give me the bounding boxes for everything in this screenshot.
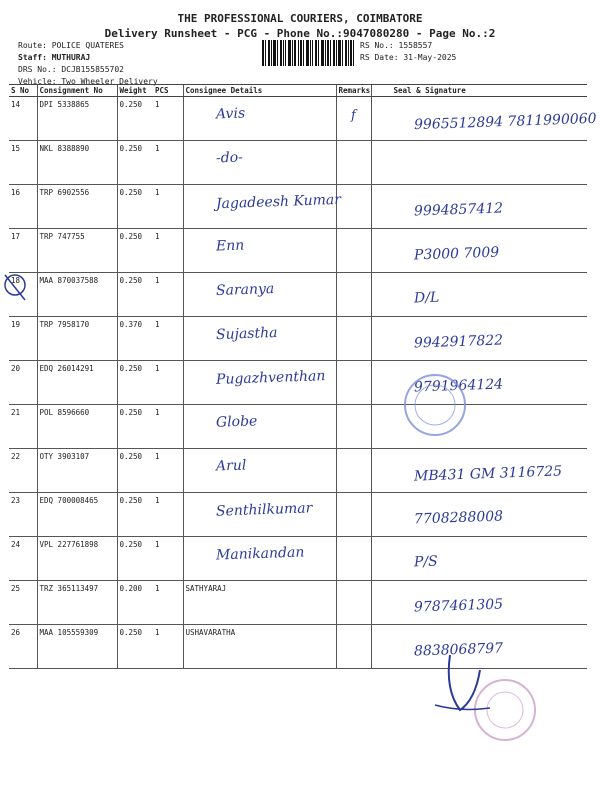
cell-sno: 24	[9, 537, 37, 581]
consignee-name: Pugazhventhan	[215, 368, 326, 388]
table-header-row	[9, 85, 587, 97]
consignee-name: USHAVARATHA	[185, 628, 236, 637]
cell-consignee	[183, 185, 341, 229]
cell-consignment: NKL 8388890	[37, 141, 117, 185]
cell-consignee	[183, 405, 336, 449]
cell-sno: 19	[9, 317, 37, 361]
cell-weight: 0.250	[117, 537, 153, 581]
cell-consignee	[183, 361, 336, 405]
consignee-name: Sujastha	[215, 324, 278, 344]
cell-signature	[371, 581, 587, 625]
cell-signature	[371, 141, 587, 185]
runsheet-subtitle: Delivery Runsheet - PCG - Phone No.:9047080280 - Page No.:2	[104, 27, 496, 40]
cell-pcs: 1	[153, 97, 183, 141]
cell-remarks	[336, 493, 371, 537]
cell-sno: 17	[9, 229, 37, 273]
cell-remarks	[336, 405, 371, 449]
signature-number: 9994857412	[413, 200, 503, 220]
route: Route: POLICE QUATERES	[18, 41, 124, 50]
cell-pcs: 1	[153, 449, 183, 493]
signature-number: 9965512894 7811990060	[413, 110, 597, 134]
cell-consignment: TRP 747755	[37, 229, 117, 273]
col-consignee: Consignee Details	[183, 85, 336, 97]
cell-weight: 0.250	[117, 493, 153, 537]
staff: Staff: MUTHURAJ	[18, 53, 91, 62]
cell-consignment: EDQ 700008465	[37, 493, 117, 537]
col-signature: Seal & Signature	[371, 85, 587, 97]
table-row	[9, 317, 587, 361]
barcode-icon	[262, 40, 354, 66]
cell-pcs: 1	[153, 493, 183, 537]
col-weight: Weight	[117, 85, 153, 97]
cell-consignment: VPL 227761898	[37, 537, 117, 581]
final-signature-icon	[420, 650, 500, 720]
cell-pcs: 1	[153, 537, 183, 581]
cell-consignee	[183, 537, 336, 581]
col-pcs: PCS	[153, 85, 183, 97]
meta-left	[18, 40, 158, 88]
consignee-name: Enn	[215, 237, 245, 255]
signature-number: MB431 GM 3116725	[413, 463, 562, 485]
cell-consignment: TRP 7958170	[37, 317, 117, 361]
cell-consignee	[183, 273, 336, 317]
cell-sno: 21	[9, 405, 37, 449]
cell-sno: 23	[9, 493, 37, 537]
drs-number: DRS No.: DCJB155855702	[18, 65, 124, 74]
table-row	[9, 185, 587, 229]
cell-weight: 0.370	[117, 317, 153, 361]
cell-consignee	[183, 449, 336, 493]
cell-remarks	[336, 361, 371, 405]
cell-remarks	[336, 229, 371, 273]
cell-sno: 14	[9, 97, 37, 141]
cell-consignee	[183, 581, 336, 625]
cell-consignment: MAA 870037588	[37, 273, 117, 317]
cell-pcs: 1	[153, 625, 183, 669]
cell-pcs: 1	[153, 361, 183, 405]
meta-right	[360, 40, 456, 64]
cell-pcs: 1	[153, 141, 183, 185]
rs-date: RS Date: 31-May-2025	[360, 53, 457, 62]
consignee-name: Manikandan	[215, 544, 305, 564]
signature-number: D/L	[413, 289, 440, 307]
cell-weight: 0.250	[117, 141, 153, 185]
cell-sno: 15	[9, 141, 37, 185]
cell-sno: 20	[9, 361, 37, 405]
col-consignment: Consignment No	[37, 85, 117, 97]
cell-pcs: 1	[153, 317, 183, 361]
signature-number: 7708288008	[413, 508, 503, 528]
cell-pcs: 1	[153, 405, 183, 449]
cell-consignee	[183, 141, 336, 185]
cell-sno: 26	[9, 625, 37, 669]
cell-sno: 18	[9, 273, 37, 317]
cell-sno: 16	[9, 185, 37, 229]
cell-remarks	[336, 449, 371, 493]
cell-weight: 0.250	[117, 449, 153, 493]
cell-remarks	[336, 581, 371, 625]
vehicle: Vehicle: Two Wheeler Delivery	[18, 77, 158, 86]
cell-remarks	[336, 625, 371, 669]
cell-signature	[371, 185, 587, 229]
cell-consignee	[183, 229, 336, 273]
table-row	[9, 97, 587, 141]
cell-consignee	[183, 317, 336, 361]
cell-sno: 25	[9, 581, 37, 625]
consignee-name: Saranya	[215, 280, 275, 300]
cell-weight: 0.250	[117, 229, 153, 273]
signature-number: 8838068797	[413, 640, 503, 660]
cell-signature	[371, 317, 587, 361]
cell-remarks	[336, 141, 371, 185]
cell-consignment: DPI 5338865	[37, 97, 117, 141]
cell-weight: 0.250	[117, 185, 153, 229]
consignee-name: -do-	[215, 149, 243, 167]
table-row	[9, 537, 587, 581]
signature-number: 9787461305	[413, 596, 503, 616]
table-row	[9, 493, 587, 537]
table-row	[9, 449, 587, 493]
cell-remarks	[336, 537, 371, 581]
cell-consignment: OTY 3903107	[37, 449, 117, 493]
consignee-name: SATHYARAJ	[185, 584, 227, 593]
cell-weight: 0.250	[117, 273, 153, 317]
consignee-name: Jagadeesh Kumar	[215, 191, 341, 213]
table-row	[9, 273, 587, 317]
cell-consignee	[183, 493, 336, 537]
cell-consignment: MAA 105559309	[37, 625, 117, 669]
consignee-name: Avis	[215, 105, 245, 123]
cell-remarks	[336, 273, 371, 317]
rs-number: RS No.: 1558557	[360, 41, 433, 50]
cell-consignee	[183, 97, 336, 141]
cell-signature	[371, 273, 587, 317]
runsheet-table	[9, 84, 597, 669]
cell-sno: 22	[9, 449, 37, 493]
table-row	[9, 361, 587, 405]
cell-signature	[371, 537, 587, 581]
cell-remarks	[336, 97, 371, 141]
cell-signature	[371, 493, 587, 537]
cell-pcs: 1	[153, 185, 183, 229]
col-sno: S No	[9, 85, 37, 97]
table-row	[9, 229, 587, 273]
col-remarks: Remarks	[336, 85, 371, 97]
cell-weight: 0.250	[117, 625, 153, 669]
cell-consignment: TRP 6902556	[37, 185, 117, 229]
table-row	[9, 405, 587, 449]
cell-weight: 0.250	[117, 97, 153, 141]
cell-weight: 0.200	[117, 581, 153, 625]
table-row	[9, 581, 587, 625]
cell-consignee	[183, 625, 336, 669]
cell-consignment: TRZ 365113497	[37, 581, 117, 625]
cell-consignment: EDQ 26014291	[37, 361, 117, 405]
cell-weight: 0.250	[117, 361, 153, 405]
consignee-name: Senthilkumar	[215, 500, 313, 520]
cell-pcs: 1	[153, 273, 183, 317]
signature-number: 9791964124	[413, 376, 503, 396]
company-title: THE PROFESSIONAL COURIERS, COIMBATORE	[177, 12, 423, 25]
cell-remarks	[336, 317, 371, 361]
table-row	[9, 141, 587, 185]
consignee-name: Arul	[215, 457, 247, 475]
cell-pcs: 1	[153, 581, 183, 625]
signature-number: P3000 7009	[413, 244, 499, 264]
margin-mark-icon	[0, 265, 30, 310]
remark-mark: f	[350, 107, 356, 124]
consignee-name: Globe	[215, 413, 258, 431]
cell-remarks	[336, 185, 371, 229]
cell-pcs: 1	[153, 229, 183, 273]
cell-signature	[371, 97, 597, 141]
signature-number: P/S	[413, 553, 438, 571]
cell-signature	[371, 449, 587, 493]
signature-number: 9942917822	[413, 332, 503, 352]
cell-consignment: POL 8596660	[37, 405, 117, 449]
cell-weight: 0.250	[117, 405, 153, 449]
cell-signature	[371, 229, 587, 273]
seal-stamp-icon	[400, 370, 470, 440]
table-row	[9, 625, 587, 669]
